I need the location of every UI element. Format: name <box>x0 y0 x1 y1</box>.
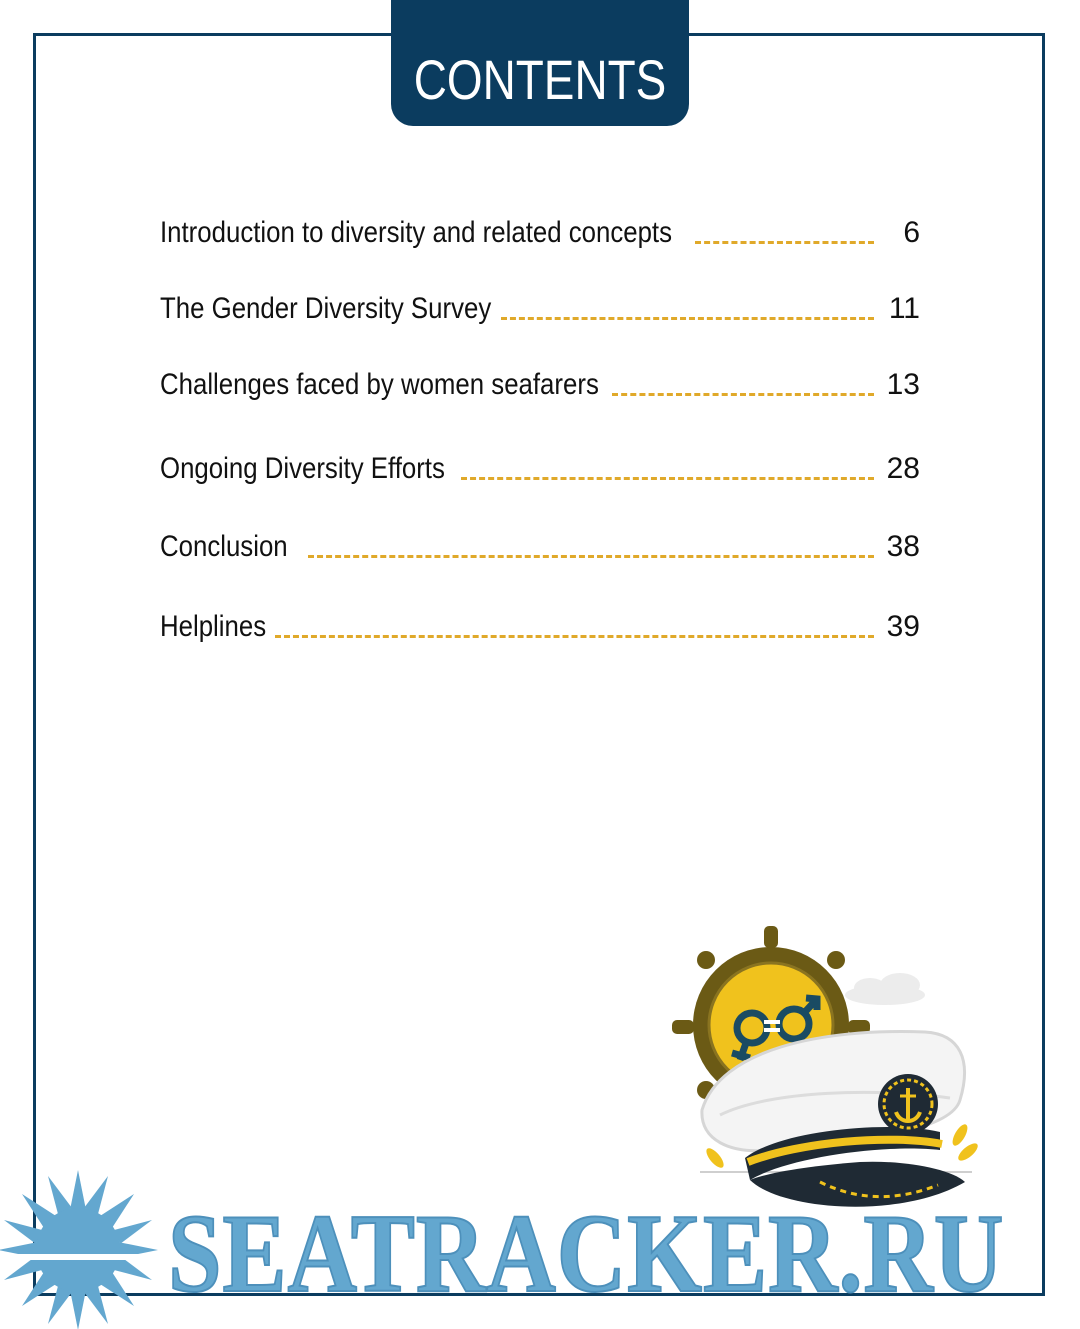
toc-entry-title: Helplines <box>160 610 267 643</box>
toc-entry-page: 13 <box>886 368 920 401</box>
toc-entry[interactable] <box>160 286 920 326</box>
toc-entry-title: Challenges faced by women seafarers <box>160 368 599 401</box>
toc-entry[interactable] <box>160 210 920 250</box>
toc-entry-page: 39 <box>886 610 920 643</box>
toc-entry[interactable] <box>160 362 920 402</box>
toc-entry-title: Ongoing Diversity Efforts <box>160 452 445 485</box>
contents-banner <box>391 0 689 126</box>
toc-entry-title: The Gender Diversity Survey <box>160 292 492 325</box>
toc-entry-title: Conclusion <box>160 530 288 563</box>
toc-leader <box>275 635 874 638</box>
toc-entry[interactable] <box>160 604 920 644</box>
toc-entry-page: 11 <box>888 292 920 325</box>
toc-leader <box>612 393 874 396</box>
cloud-icon <box>845 973 925 1005</box>
toc-entry-page: 6 <box>903 216 920 249</box>
watermark-text: SEATRACKER.RU <box>168 1192 1005 1316</box>
toc-entry-page: 38 <box>886 530 920 563</box>
toc-leader <box>461 477 874 480</box>
toc-entry[interactable] <box>160 524 920 564</box>
toc-leader <box>501 317 874 320</box>
toc-leader <box>308 555 874 558</box>
toc-entry-title: Introduction to diversity and related concepts <box>160 216 672 249</box>
page-title: CONTENTS <box>413 48 667 111</box>
toc-leader <box>695 241 874 244</box>
toc-entry-page: 28 <box>886 452 920 485</box>
toc-entry[interactable] <box>160 446 920 486</box>
